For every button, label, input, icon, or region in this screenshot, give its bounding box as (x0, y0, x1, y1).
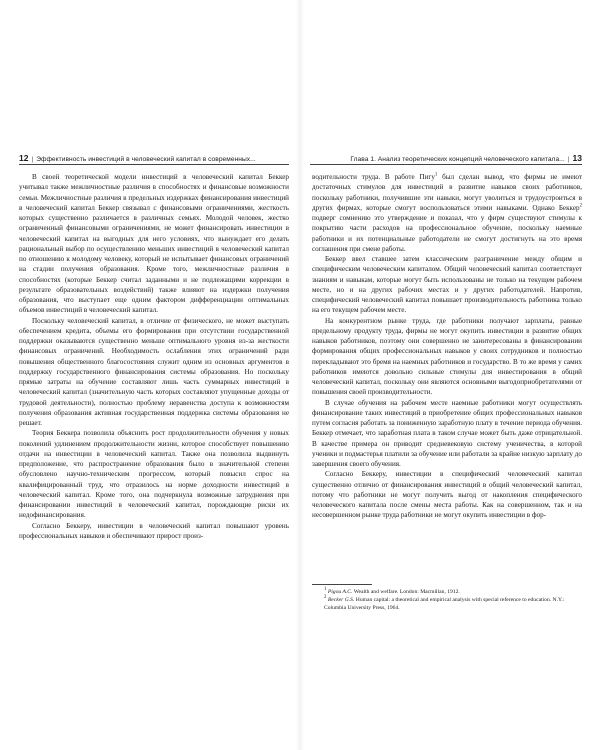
footnote (312, 594, 582, 613)
text-run: был сделан вывод, что фирмы не имеют достаточных стимулов для инвестиций в развитие навыков своих работников, поскольку работники, получившие эти навыки, могут уволиться и трудоустроиться в других фирмах, которые смогут воспользоваться этими навыками. Однако Беккер (312, 173, 582, 212)
paragraph (312, 172, 582, 254)
body-text (312, 172, 582, 521)
paragraph: Поскольку человеческий капитал, в отличие от физического, не может выступать обеспечением кредита, объемы его формирования при отсутствии государственной поддержки оказываются существенно меньше оптимального уровня из-за жесткости финансовых ограничений. Необходимость ослабления этих ограничений ради повышения общественного благосостояния служит одним из основных аргументов в поддержку государственного финансирования системы образования. Но поскольку прямые затраты на обучение составляют лишь часть суммарных инвестиций в человеческий капитал (значительную часть которых составляют упущенные доходы от трудовой деятельности), полностью проблему неравенства доступа к возможностям получения образования активная государственная поддержка системы образования не решает. (19, 316, 289, 427)
footnotes (312, 589, 582, 612)
running-head-right (310, 152, 582, 165)
page-number: 13 (572, 153, 582, 163)
footnote-author: Pigou A.C. (327, 589, 353, 595)
paragraph: Согласно Беккеру, инвестиции в человеческий капитал повышают уровень профессиональных навыков и обеспечивают прирост произ- (19, 521, 289, 540)
text-run: подверг сомнению это утверждение и показал, что у фирм существуют стимулы к покрытию части расходов на профессиональное обучение, поскольку наемные работники и их потенциальные работодатели не смогут достигнуть на это время соглашения при смене работы. (312, 214, 582, 253)
paragraph: Беккер ввел ставшее затем классическим разграничение между общим и специфическим человеческим капиталом. Общий человеческий капитал соответствует знаниям и навыкам, которые могут быть использованы не только на текущем рабочем месте, но и на других рабочих местах и у других работодателей. Напротив, специфический человеческий капитал повышает производительность работника только на его текущем рабочем месте. (312, 255, 582, 315)
footnote-ref[interactable]: 1 (434, 172, 438, 178)
footnote-rule (312, 584, 372, 585)
paragraph: На конкурентном рынке труда, где работники получают зарплаты, равные предельному продукту труда, фирмы не могут окупить инвестиции в развитие общих навыков работников, поэтому они совершенно не заинтересованы в финансировании формирования общих профессиональных навыков у своих сотрудников и полностью перекладывают это бремя на наемных работников и государство. В то же время у самих работников имеются довольно сильные стимулы для инвестирования в общий человеческий капитал, поскольку они являются основными выгодоприобретателями от повышения своей производительности. (312, 316, 582, 397)
footnote-ref[interactable]: 2 (579, 203, 582, 209)
footnote-text: Wealth and welfare. London: Macmillan, 1912. (352, 589, 460, 595)
paragraph: В своей теоретической модели инвестиций в человеческий капитал Беккер учитывал также межличностные различия в способностях и финансовые возможности семьи. Межличностные различия в предельных издержках финансирования инвестиций в человеческий капитал Беккер связывал с финансовыми ограничениями, жесткость которых существенно различается в различных семьях. Молодой человек, жестко ограниченный финансовыми ограничениями, не может финансировать инвестиции в человеческий капитал на выгодных для него условиях, что вынуждает его делать рациональный выбор по осуществлению меньших инвестиций в человеческий капитал по отношению к молодому человеку, который не испытывает финансовых ограничений на стадии получения образования. Кроме того, межличностные различия в способностях (которые Беккер считал заданными и не подлежащими коррекции в результате образовательных воздействий) также влияют на издержки получения образования, что выступает еще одним фактором дифференциации оптимальных объемов инвестиций в человеческий капитал. (19, 173, 289, 315)
page-number: 12 (19, 153, 29, 163)
header-separator: | (31, 156, 34, 163)
footnote (312, 589, 582, 597)
footnote-number: 1 (324, 587, 327, 593)
running-head-left (19, 152, 289, 165)
footnote-number: 2 (324, 594, 327, 600)
paragraph: Согласно Беккеру, инвестиции в специфический человеческий капитал существенно отлично от финансирования инвестиций в общий человеческий капитал, потому что работники не могут получить выгод от накопления специфического человеческого капитала после смены места работы. Как на совершенном, так и на несовершенном рынке труда работники не могут окупить инвестиции в фор- (312, 470, 582, 520)
paragraph: Теория Беккера позволила объяснить рост продолжительности обучения у новых поколений удлинением продолжительности жизни, которое способствует повышению отдачи на инвестиции в человеческий капитал. Также она позволила выдвинуть предположение, что распространение образования было в значительной степени обусловлено научно-техническим прогрессом, который повысил спрос на квалифицированный труд, что отразилось на норме доходности инвестиций в человеческий капитал. Кроме того, она подчеркнула возможные затруднения при финансировании инвестиций в человеческий капитал, порождающие риски их недофинансирования. (19, 429, 289, 520)
text-run: водительности труда. В работе Пигу (312, 173, 435, 181)
footnote-text: Human capital: a theoretical and empirical analysis with special reference to education. N.Y.: Columbia University Press, 1964. (324, 596, 565, 611)
right-page (300, 0, 600, 750)
running-head-title: Эффективность инвестиций в человеческий капитал в современных... (36, 156, 256, 163)
body-text (19, 172, 289, 541)
paragraph: В случае обучения на рабочем месте наемные работники могут осуществлять финансирование таких инвестиций в приобретение общих профессиональных навыков путем согласия работать за пониженную заработную плату в течение периода обучения. Беккер отмечает, что заработная плата в таком случае может быть даже отрицательной. В качестве примера он приводит средневековую систему ученичества, в которой ученики и подмастерья платили за обучение или работали за крайне низкую зарплату до завершения своего обучения. (312, 398, 582, 468)
running-head-title: Глава 1. Анализ теоретических концепций человеческого капитала... (350, 156, 565, 163)
footnote-author: Becker G.S. (327, 596, 355, 603)
header-separator: | (567, 156, 570, 163)
